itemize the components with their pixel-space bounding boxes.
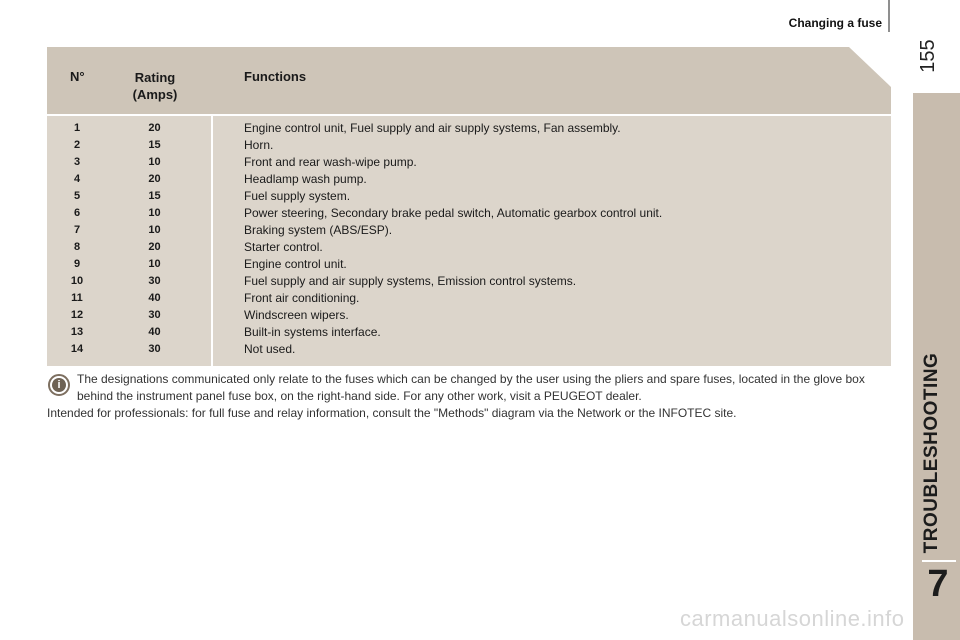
table-row: [47, 188, 891, 205]
page-number: 155: [917, 39, 939, 73]
fuse-number: 14: [70, 343, 84, 355]
fuse-function: Engine control unit.: [244, 257, 347, 271]
fuse-number: 5: [73, 190, 81, 202]
fuse-rating: 30: [148, 275, 161, 287]
header-rule: [888, 0, 890, 32]
fuse-number: 2: [73, 139, 81, 151]
fuse-number: 12: [70, 309, 84, 321]
fuse-function: Horn.: [244, 138, 274, 152]
fuse-rating: 30: [148, 309, 161, 321]
info-icon: [48, 374, 70, 396]
table-row: [47, 256, 891, 273]
fuse-rating: 10: [148, 156, 161, 168]
chapter-title: TROUBLESHOOTING: [921, 352, 942, 554]
fuse-rating: 20: [148, 241, 161, 253]
fuse-function: Headlamp wash pump.: [244, 172, 367, 186]
table-row: [47, 273, 891, 290]
header-functions: Functions: [244, 69, 307, 84]
fuse-function: Braking system (ABS/ESP).: [244, 223, 393, 237]
fuse-function: Not used.: [244, 342, 296, 356]
fuse-rating: 10: [148, 224, 161, 236]
fuse-number: 11: [71, 292, 83, 304]
fuse-rating: 10: [148, 207, 161, 219]
info-icon-glyph: i: [52, 378, 66, 392]
fuse-function: Starter control.: [244, 240, 323, 254]
fuse-rating: 15: [148, 190, 161, 202]
fuse-number: 10: [70, 275, 84, 287]
fuse-number: 7: [73, 224, 81, 236]
fuse-rating: 10: [148, 258, 161, 270]
watermark: carmanualsonline.info: [680, 606, 905, 631]
table-row: [47, 171, 891, 188]
fuse-number: 13: [70, 326, 84, 338]
chapter-number: 7: [927, 563, 949, 605]
fuse-function: Built-in systems interface.: [244, 325, 381, 339]
page-section-title: Changing a fuse: [788, 16, 882, 30]
table-row: [47, 222, 891, 239]
fuse-rating: 20: [148, 122, 161, 134]
fuse-function: Fuel supply system.: [244, 189, 351, 203]
fuse-function: Windscreen wipers.: [244, 308, 349, 322]
fuse-number: 9: [73, 258, 81, 270]
fuse-number: 3: [73, 156, 81, 168]
header-rating: [120, 69, 190, 103]
fuse-rating: 40: [148, 326, 161, 338]
table-row: [47, 154, 891, 171]
fuse-function: Front air conditioning.: [244, 291, 360, 305]
header-rating-text: Rating (Amps): [132, 70, 178, 102]
fuse-number: 1: [73, 122, 81, 134]
fuse-rating: 40: [148, 292, 161, 304]
fuse-rating: 20: [148, 173, 161, 185]
fuse-number: 4: [73, 173, 81, 185]
fuse-function: Engine control unit, Fuel supply and air supply systems, Fan assembly.: [244, 121, 621, 135]
table-row: [47, 137, 891, 154]
header-number: N°: [70, 69, 85, 84]
fuse-number: 8: [73, 241, 81, 253]
fuse-function: Front and rear wash-wipe pump.: [244, 155, 417, 169]
table-row: [47, 307, 891, 324]
info-note: The designations communicated only relate to the fuses which can be changed by the user using the pliers and spare fuses, located in the glove box behind the instrument panel fuse box, on the right-hand side. For any other work, visit a PEUGEOT dealer.: [77, 372, 865, 403]
fuse-number: 6: [73, 207, 81, 219]
fuse-function: Fuel supply and air supply systems, Emission control systems.: [244, 274, 577, 288]
professional-note: Intended for professionals: for full fuse and relay information, consult the "Methods" diagram via the Network or the INFOTEC site.: [47, 406, 737, 420]
table-row: [47, 341, 891, 358]
fuse-rating: 30: [148, 343, 161, 355]
table-row: [47, 290, 891, 307]
table-row: [47, 120, 891, 137]
table-row: [47, 324, 891, 341]
table-row: [47, 239, 891, 256]
fuse-function: Power steering, Secondary brake pedal switch, Automatic gearbox control unit.: [244, 206, 663, 220]
table-row: [47, 205, 891, 222]
fuse-rating: 15: [148, 139, 161, 151]
